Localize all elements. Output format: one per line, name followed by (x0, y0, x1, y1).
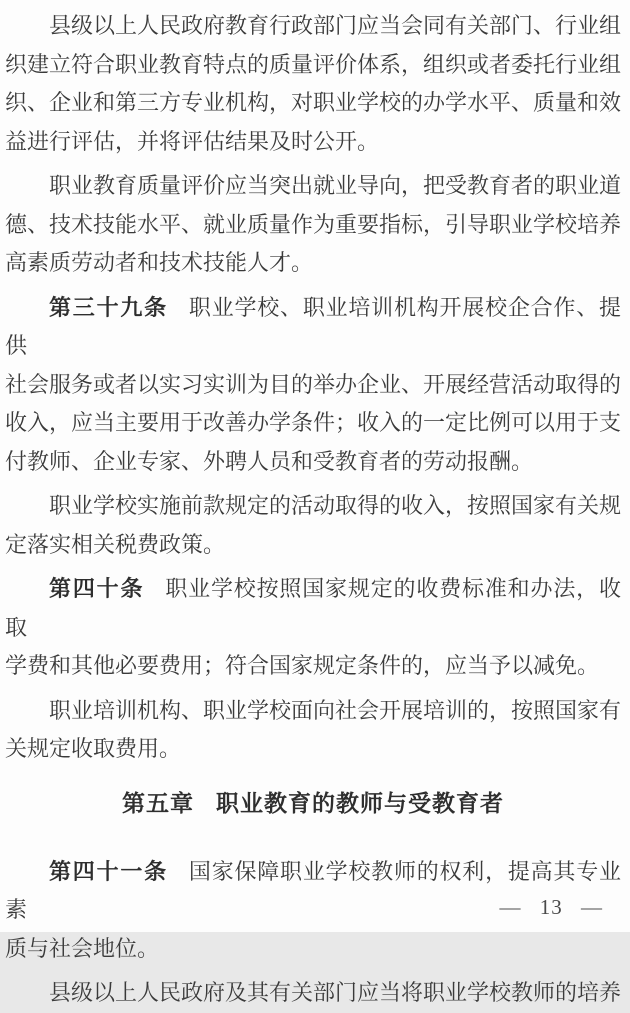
text-line: 社会服务或者以实习实训为目的举办企业、开展经营活动取得的 (5, 371, 622, 397)
article-number: 第三十九条 (49, 294, 168, 320)
paragraph (5, 7, 621, 161)
article-number: 第四十一条 (49, 858, 168, 884)
text-line: 织建立符合职业教育特点的质量评价体系，组织或者委托行业组 (5, 51, 622, 77)
text-line: 益进行评估，并将评估结果及时公开。 (5, 128, 380, 154)
paragraph (5, 974, 621, 1013)
paragraph-article-40 (5, 570, 621, 686)
text-segment: 国家保障职业学校教师的权利，提高其专业素 (5, 858, 621, 922)
text-line: 高素质劳动者和技术技能人才。 (5, 250, 314, 275)
article-number: 第四十条 (49, 576, 145, 601)
text-line: 职业学校实施前款规定的活动取得的收入，按照国家有关规 (49, 493, 622, 518)
text-line: 付教师、企业专家、外聘人员和受教育者的劳动报酬。 (5, 448, 534, 474)
paragraph (5, 692, 621, 769)
text-line: 县级以上人民政府及其有关部门应当将职业学校教师的培养 (49, 980, 622, 1005)
page-number: — 13 — (499, 895, 603, 919)
text-line: 县级以上人民政府教育行政部门应当会同有关部门、行业组 (49, 13, 622, 38)
paragraph (5, 167, 621, 283)
paragraph-article-39 (5, 289, 621, 482)
text-line: 学费和其他必要费用；符合国家规定条件的，应当予以减免。 (5, 653, 600, 678)
text-line: 职业培训机构、职业学校面向社会开展培训的，按照国家有 (49, 697, 622, 723)
chapter-number: 第五章 (122, 789, 194, 816)
text-line: 织、企业和第三方专业机构，对职业学校的办学水平、质量和效 (5, 90, 622, 115)
text-line: 职业教育质量评价应当突出就业导向，把受教育者的职业道 (49, 173, 622, 198)
text-line (5, 289, 621, 366)
text-line: 定落实相关税费政策。 (5, 531, 226, 557)
text-line: 关规定收取费用。 (5, 736, 182, 761)
chapter-title: 职业教育的教师与受教育者 (216, 789, 504, 816)
text-line (5, 570, 621, 647)
text-line: 收入，应当主要用于改善办学条件；收入的一定比例可以用于支 (5, 410, 622, 435)
text-segment: 职业学校、职业培训机构开展校企合作、提供 (5, 294, 621, 358)
text-segment: 职业学校按照国家规定的收费标准和办法，收取 (5, 576, 621, 640)
text-line: 德、技术技能水平、就业质量作为重要指标，引导职业学校培养 (5, 211, 622, 237)
text-line: 质与社会地位。 (5, 935, 160, 961)
paragraph (5, 487, 621, 564)
chapter-heading (5, 783, 621, 823)
